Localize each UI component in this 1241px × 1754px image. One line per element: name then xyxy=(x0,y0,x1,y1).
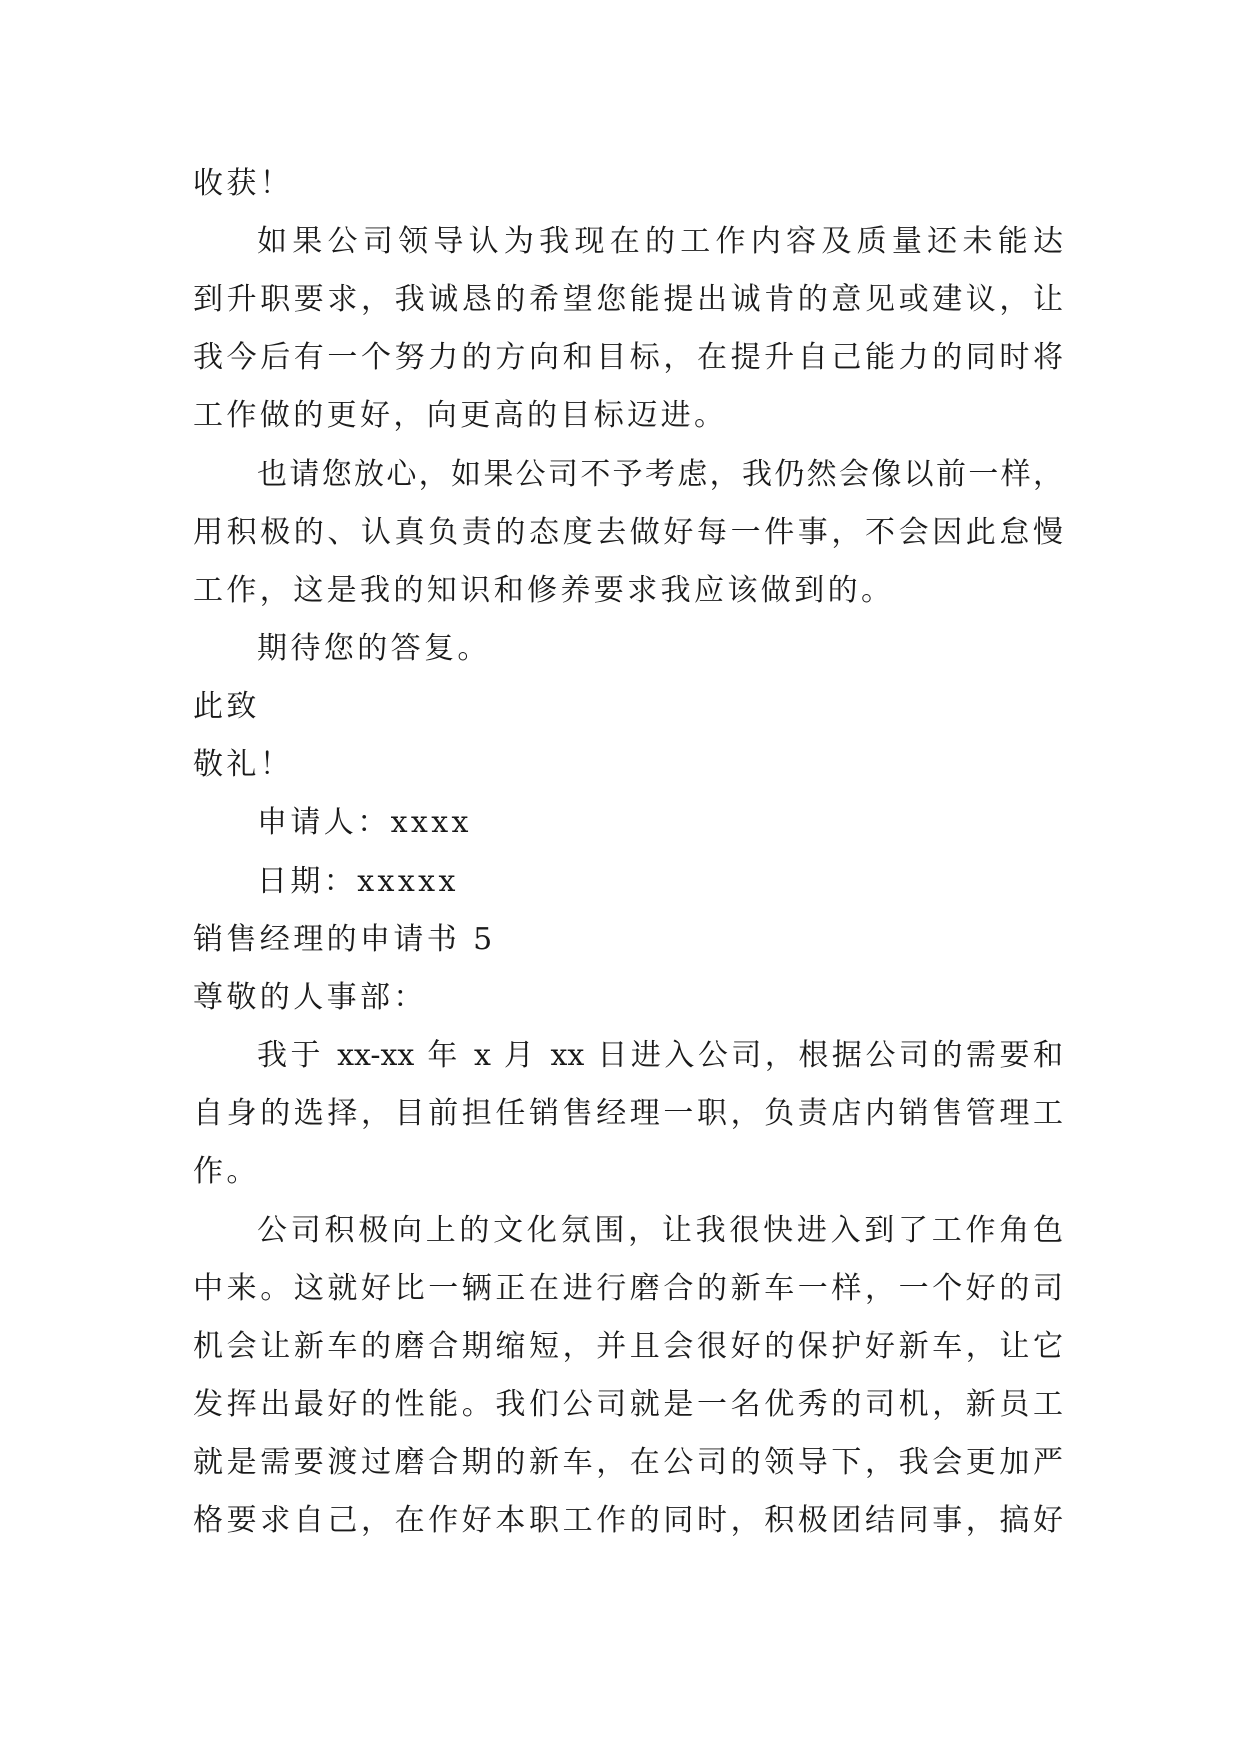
paragraph-line: 用积极的、认真负责的态度去做好每一件事，不会因此怠慢 xyxy=(193,515,1063,550)
paragraph-line: 我于 xx-xx 年 x 月 xx 日进入公司，根据公司的需要和 xyxy=(257,1038,1063,1073)
paragraph-line: 格要求自己，在作好本职工作的同时，积极团结同事，搞好 xyxy=(193,1503,1063,1538)
text-line: 收获！ xyxy=(193,166,294,201)
greeting-line: 尊敬的人事部： xyxy=(193,980,427,1015)
paragraph-line: 期待您的答复。 xyxy=(257,631,491,666)
paragraph-line: 也请您放心，如果公司不予考虑，我仍然会像以前一样， xyxy=(257,457,1063,492)
paragraph-line: 如果公司领导认为我现在的工作内容及质量还未能达 xyxy=(257,224,1063,259)
section-title: 销售经理的申请书 5 xyxy=(193,922,496,957)
paragraph-line: 发挥出最好的性能。我们公司就是一名优秀的司机，新员工 xyxy=(193,1387,1063,1422)
paragraph-line: 我今后有一个努力的方向和目标，在提升自己能力的同时将 xyxy=(193,340,1063,375)
paragraph-line: 作。 xyxy=(193,1154,260,1189)
paragraph-line: 公司积极向上的文化氛围，让我很快进入到了工作角色 xyxy=(257,1213,1063,1248)
date-line: 日期：xxxxx xyxy=(257,864,459,899)
paragraph-line: 机会让新车的磨合期缩短，并且会很好的保护好新车，让它 xyxy=(193,1329,1063,1364)
paragraph-line: 就是需要渡过磨合期的新车，在公司的领导下，我会更加严 xyxy=(193,1445,1063,1480)
paragraph-line: 自身的选择，目前担任销售经理一职，负责店内销售管理工 xyxy=(193,1096,1063,1131)
salutation-line: 敬礼！ xyxy=(193,747,294,782)
paragraph-line: 工作，这是我的知识和修养要求我应该做到的。 xyxy=(193,573,895,608)
paragraph-line: 工作做的更好，向更高的目标迈进。 xyxy=(193,398,728,433)
paragraph-line: 中来。这就好比一辆正在进行磨合的新车一样，一个好的司 xyxy=(193,1271,1063,1306)
applicant-line: 申请人：xxxx xyxy=(257,805,472,840)
closing-line: 此致 xyxy=(193,689,260,724)
paragraph-line: 到升职要求，我诚恳的希望您能提出诚肯的意见或建议，让 xyxy=(193,282,1063,317)
